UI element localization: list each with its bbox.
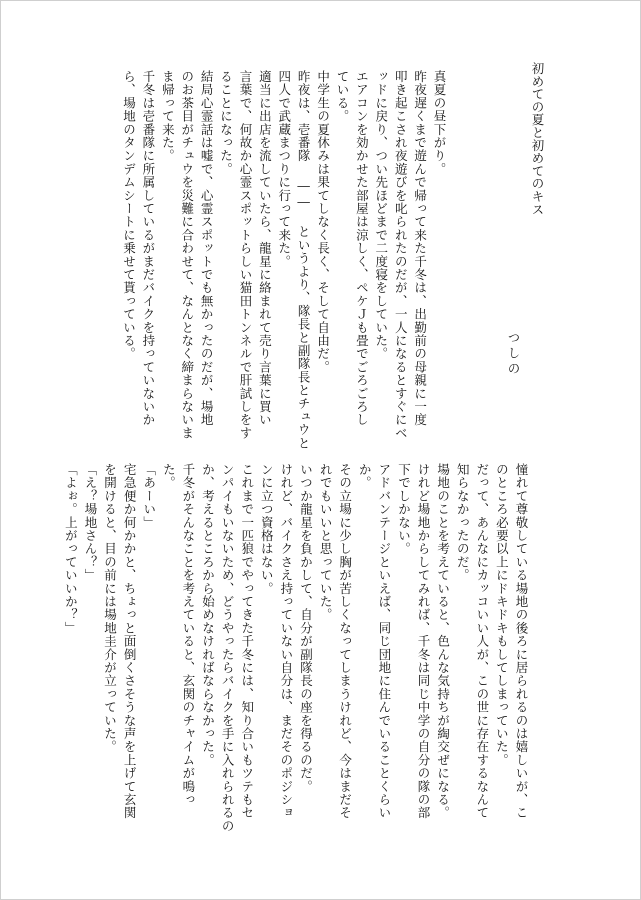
body-text-upper-column: 真夏の昼下がり。 昨夜遅くまで遊んで帰って来た千冬は、出勤前の母親に一度 叩き起こされ夜遊びを叱られたのだが、一人になるとすぐにベ ッドに戻り、つい先ほどまで二度寝をしていた。 エアコンを効かせた部屋は涼しく、ペケＪも畳でごろごろし ている。 中学生の夏休みは果てしなく長く、そして自由だ。 昨夜は、壱番隊 ―― というより、隊長と副隊長とチュウと 四人で武蔵まつりに行って来た。 適当に出店を流していたら、龍星に絡まれて売り言葉に買い 言葉で、何故か心霊スポットらしい猫田トンネルで肝試しをす ることになった。 結局心霊話は嘘で、心霊スポットでも無かったのだが、場地 のお茶目がチュウを災難に合わせて、なんとなく締まらないま ま帰って来た。 千冬は壱番隊に所属しているがまだバイクを持っていないか ら、場地のタンデムシートに乗せて貰っている。 — [121, 70, 447, 450]
story-title: 初めての夏と初めてのキス — [530, 62, 545, 216]
body-text-lower-column: 憧れて尊敬している場地の後ろに居られるのは嬉しいが、こ のところ必要以上にドキドキもしてしまっていた。 だって、あんなにカッコいい人が、この世に存在するなんて 知らなかったのだ。 場地のことを考えていると、色んな気持ちが綯交ぜになる。 けれど場地からしてみれば、千冬は同じ中学の自分の隊の部 下でしかない。 アドバンテージといえば、同じ団地に住んでいることくらい か。 その立場に少し胸が苦しくなってしまうけれど、今はまだそ れでもいいと思っていた。 いつか龍星を負かして、自分が副隊長の座を得るのだ。 けれど、バイクさえ持っていない自分は、まだそのポジショ ンに立つ資格はない。 これまで一匹狼でやってきた千冬には、知り合いもツテもセ ンパイもいないため、どうやったらバイクを手に入れられるの か、考えるところから始めなければならなかった。 千冬がそんなことを考えていると、玄関のチャイムが鳴っ た。 「あーい」 宅急便か何かかと、ちょっと面倒くさそうな声を上げて玄関 を開けると、目の前には場地圭介が立っていた。 「え？場地さん？」 「よぉ。上がっていいか？」 — [63, 463, 529, 833]
author-name: つしの — [506, 331, 521, 378]
